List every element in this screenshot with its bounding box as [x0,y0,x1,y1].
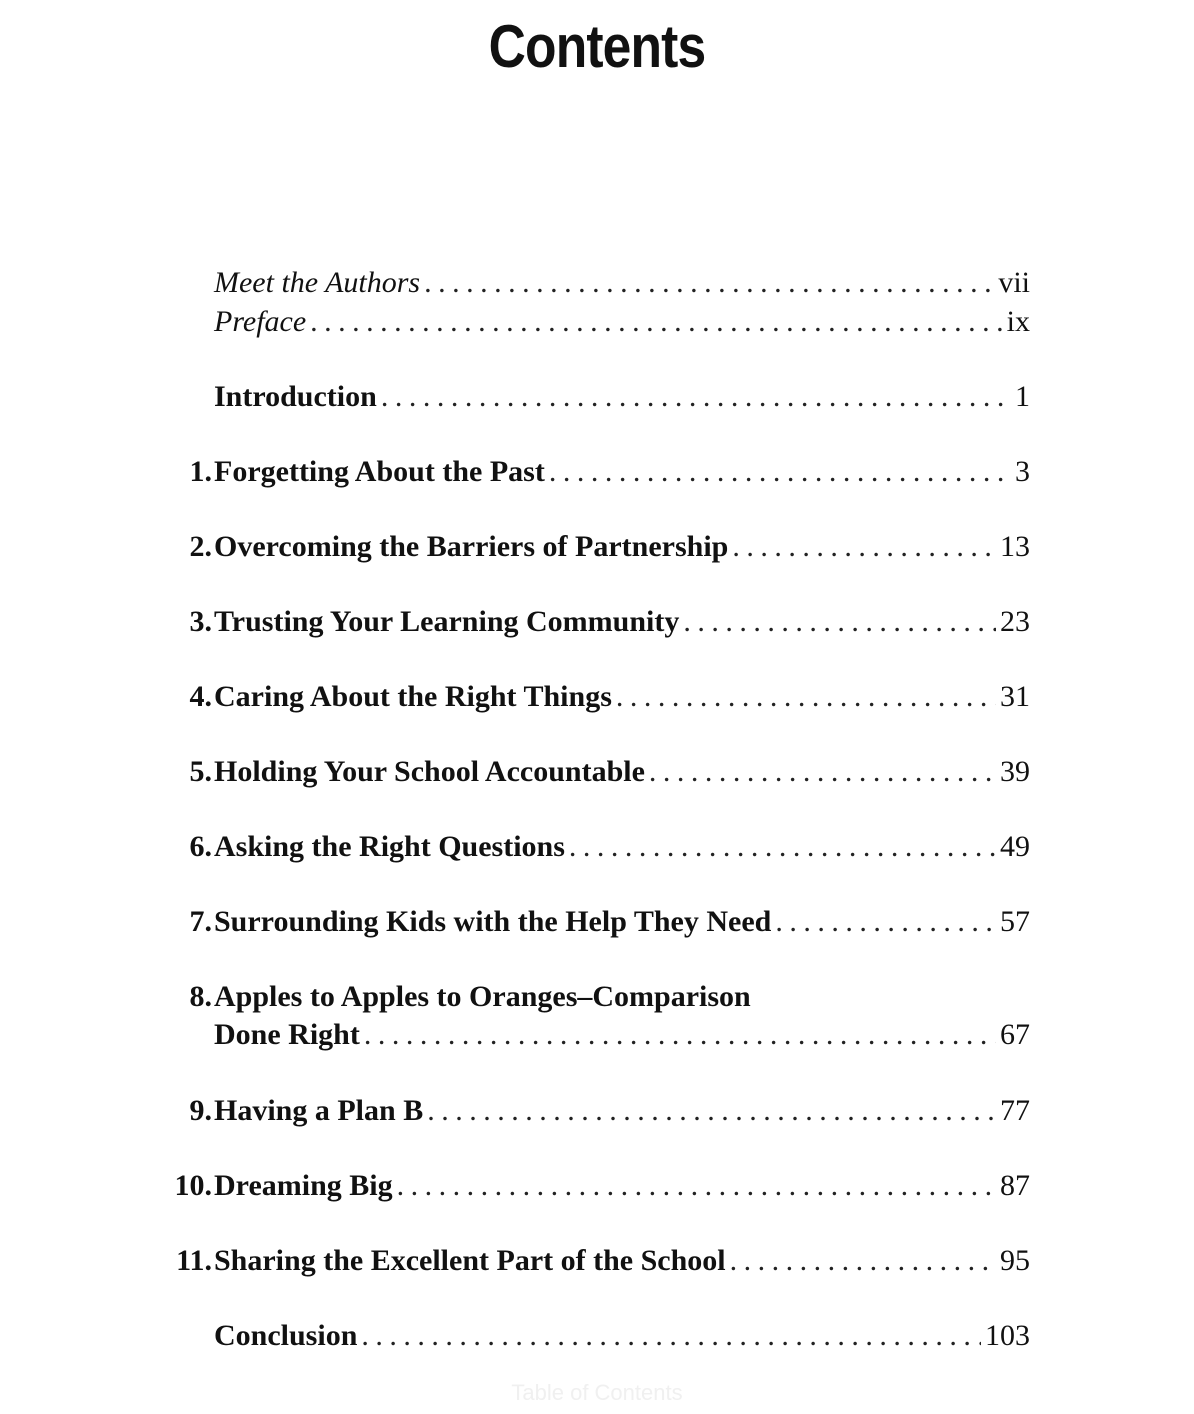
toc-entry-page: 49 [1000,830,1030,863]
toc-entry-label: Introduction [214,380,377,413]
toc-entry-page: ix [1006,305,1030,338]
chapter-number: 9. [189,1094,212,1127]
toc-entry-page: 3 [1015,455,1030,488]
chapter-number: 7. [189,905,212,938]
toc-entry-page: 95 [1000,1244,1030,1277]
toc-entry-page: 67 [1000,1018,1030,1051]
toc-entry-label: Dreaming Big [214,1169,393,1202]
toc-entry-label: Surrounding Kids with the Help They Need [214,905,772,938]
toc-entry-label: Meet the Authors [214,266,421,299]
toc-entry-label: Asking the Right Questions [214,830,565,863]
dot-leader [649,753,996,791]
chapter-number: 1. [189,455,212,488]
toc-entry-label: Conclusion [214,1319,358,1352]
chapter-number: 2. [189,530,212,563]
toc-entry-label: Trusting Your Learning Community [214,605,680,638]
dot-leader [683,603,996,641]
toc-entry-label: Apples to Apples to Oranges–Comparison [214,980,751,1013]
toc-entry-page: vii [998,266,1030,299]
toc-entry-page: 87 [1000,1169,1030,1202]
footer-watermark: Table of Contents [511,1380,683,1405]
toc-entry-page: 39 [1000,755,1030,788]
toc-entry-label: Having a Plan B [214,1094,424,1127]
toc-entry-label-continued: Done Right [214,1018,360,1051]
chapter-number: 6. [189,830,212,863]
dot-leader [730,1242,996,1280]
toc-entry-label: Caring About the Right Things [214,680,612,713]
toc-entry-page: 13 [1000,530,1030,563]
dot-leader [775,903,996,941]
dot-leader [361,1317,981,1355]
toc-entry-page: 57 [1000,905,1030,938]
dot-leader [569,828,996,866]
toc-entry-label: Sharing the Excellent Part of the School [214,1244,726,1277]
chapter-number: 3. [189,605,212,638]
toc-entry-page: 1 [1015,380,1030,413]
toc-entry-page: 31 [1000,680,1030,713]
toc-entry-page: 23 [1000,605,1030,638]
chapter-number: 8. [189,980,212,1013]
dot-leader [381,378,1011,416]
dot-leader [549,453,1011,491]
toc-entry-page: 103 [985,1319,1030,1352]
chapter-number: 11. [176,1244,212,1277]
dot-leader [732,528,996,566]
dot-leader [310,303,1002,341]
toc-entry-label: Overcoming the Barriers of Partnership [214,530,729,563]
chapter-number: 5. [189,755,212,788]
dot-leader [424,264,994,302]
toc-entry-label: Forgetting About the Past [214,455,545,488]
dot-leader [427,1092,996,1130]
dot-leader [616,678,996,716]
chapter-number: 10. [174,1169,212,1202]
page-title: Contents [488,13,706,80]
chapter-number: 4. [189,680,212,713]
dot-leader [364,1016,996,1054]
dot-leader [397,1167,996,1205]
toc-entry-label: Preface [214,305,307,338]
toc-entry-label: Holding Your School Accountable [214,755,645,788]
toc-entry-page: 77 [1000,1094,1030,1127]
